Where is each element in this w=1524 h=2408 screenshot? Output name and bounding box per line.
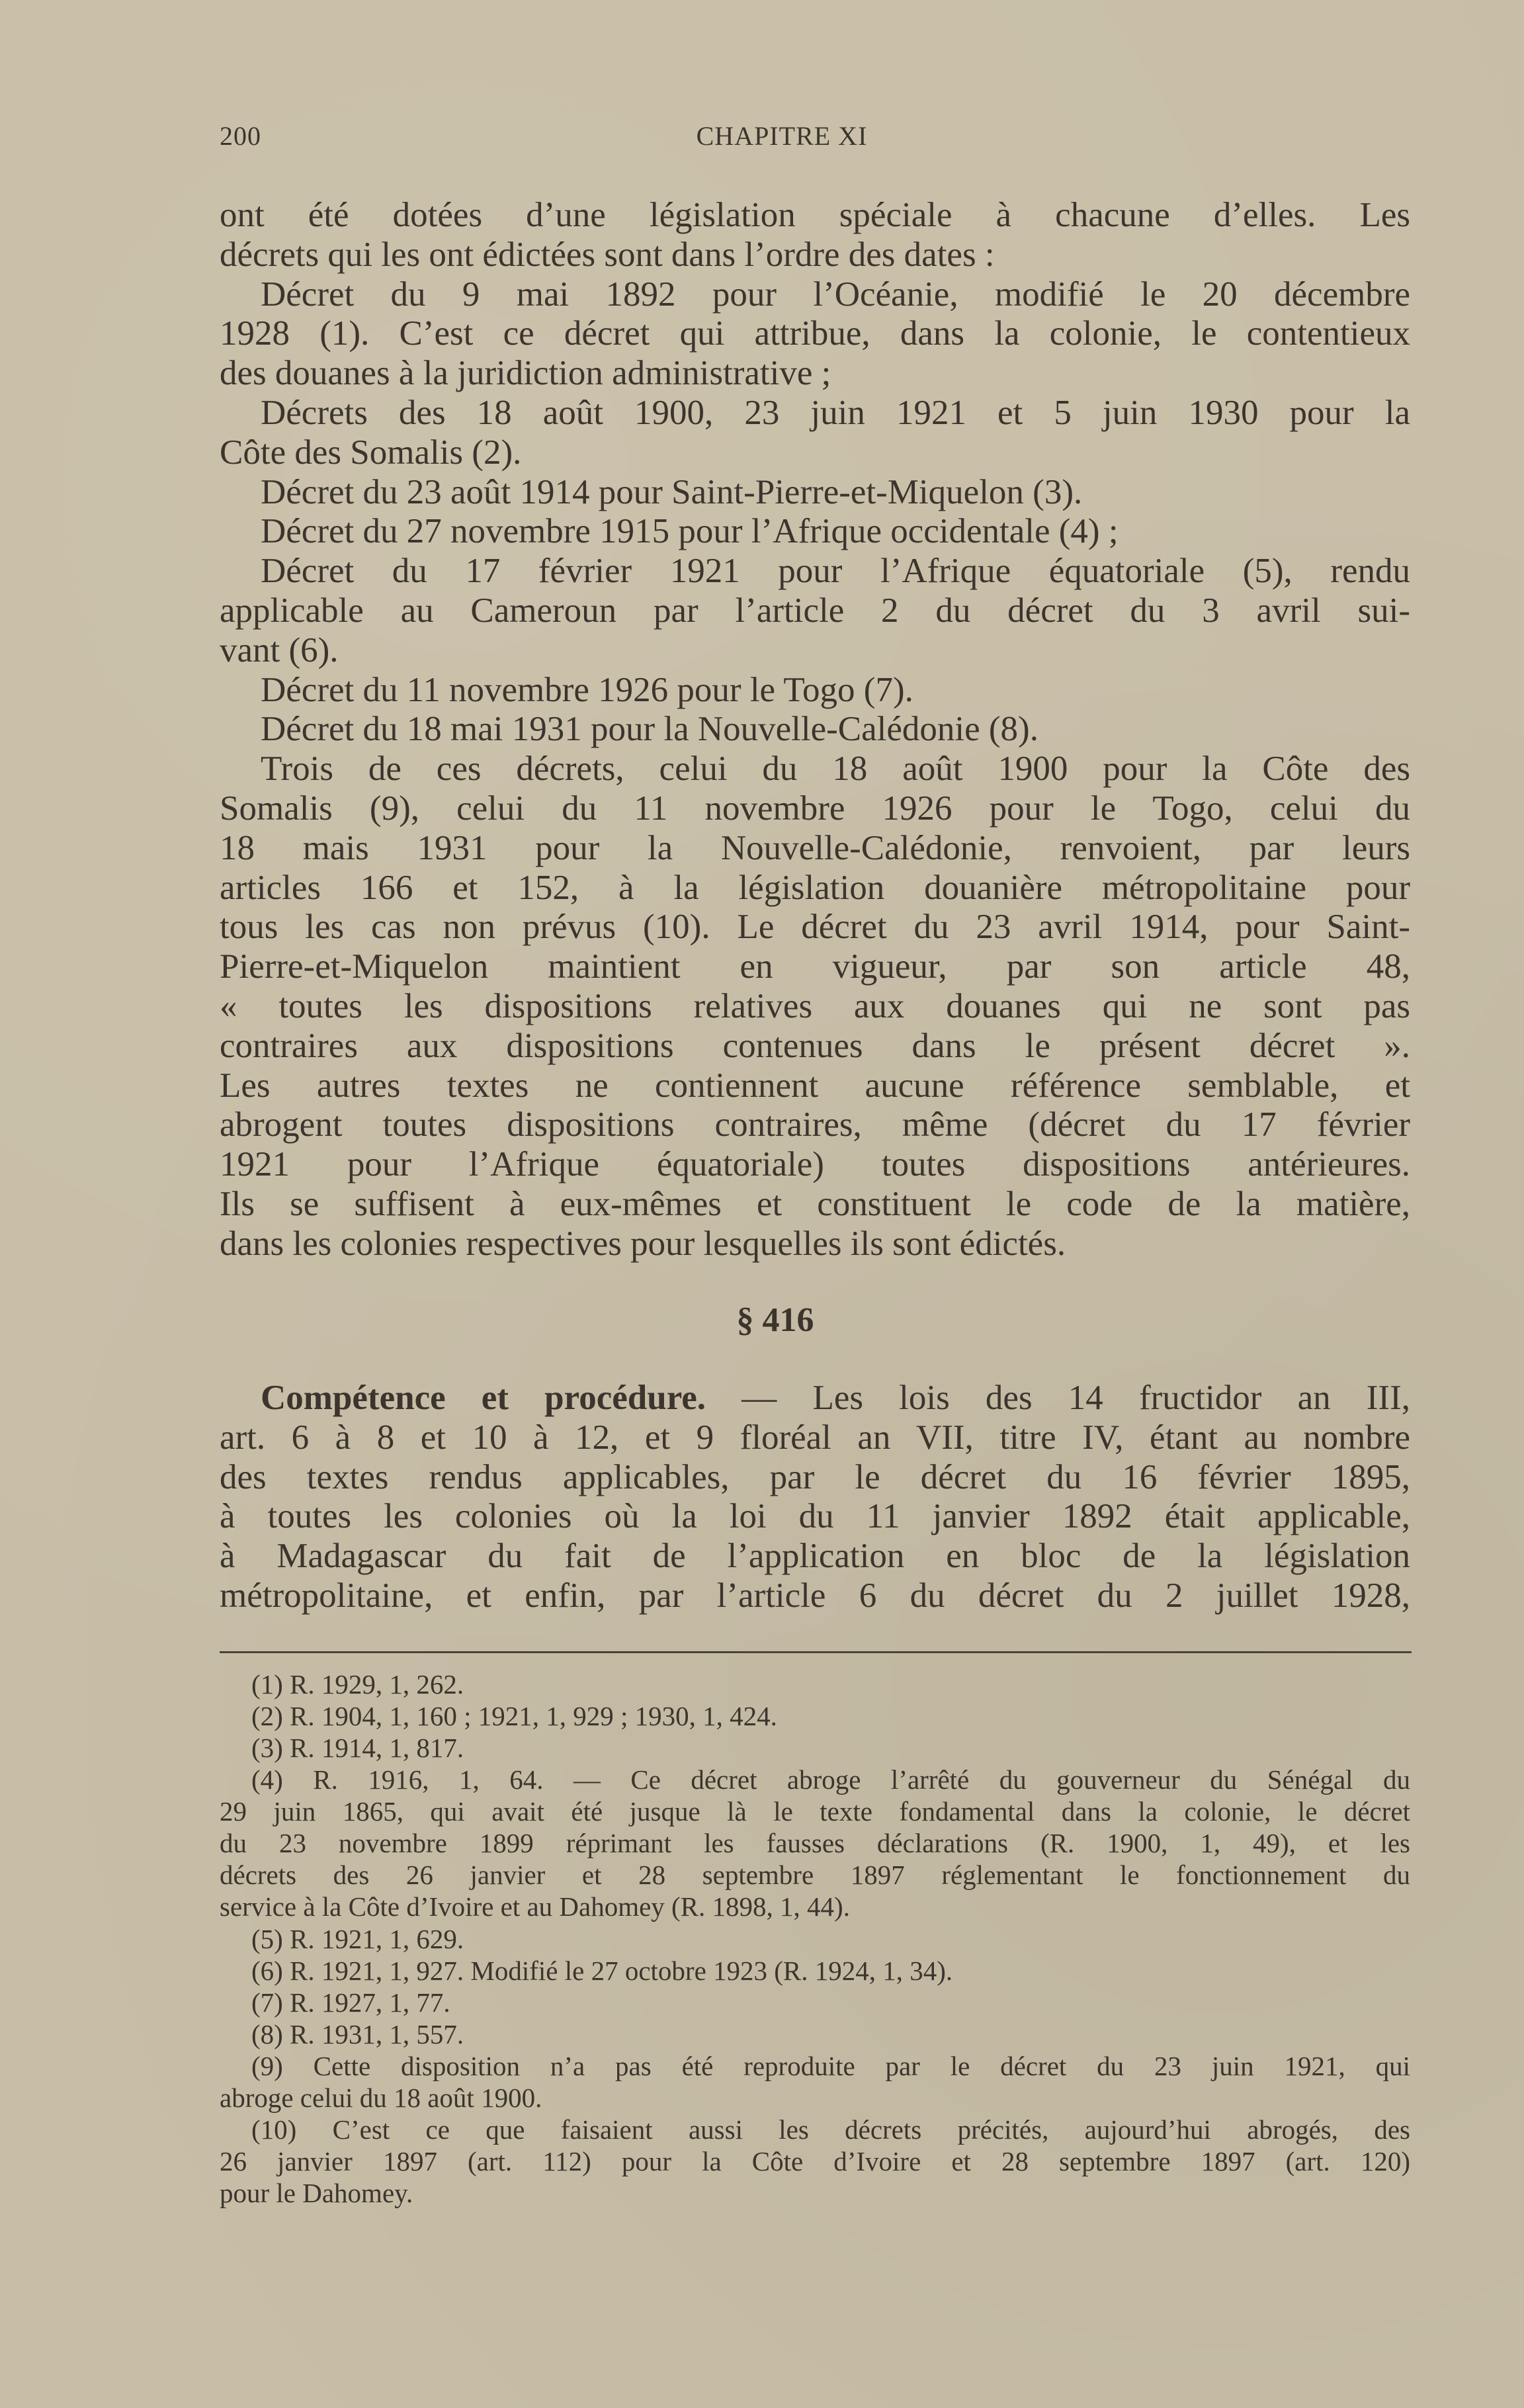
text-line: Trois de ces décrets, celui du 18 août 1900 pour la Côte des [261, 750, 1410, 789]
text-line: à toutes les colonies où la loi du 11 janvier 1892 était applicable, [220, 1497, 1410, 1536]
text-line: des douanes à la juridiction administrative ; [220, 354, 831, 393]
text-line: 1921 pour l’Afrique équatoriale) toutes dispositions antérieures. [220, 1145, 1410, 1184]
text-line: Décret du 11 novembre 1926 pour le Togo (7). [261, 670, 913, 709]
text-line: pour le Dahomey. [220, 2178, 413, 2208]
text-line: « toutes les dispositions relatives aux douanes qui ne sont pas [220, 986, 1410, 1025]
text-line: articles 166 et 152, à la législation douanière métropolitaine pour [220, 868, 1410, 907]
text-line: vant (6). [220, 630, 339, 669]
running-header: CHAPITRE XI [696, 121, 868, 151]
text-line: 18 mais 1931 pour la Nouvelle-Calédonie, renvoient, par leurs [220, 828, 1410, 867]
text-line: service à la Côte d’Ivoire et au Dahomey (R. 1898, 1, 44). [220, 1891, 850, 1922]
text-line: (9) Cette disposition n’a pas été reproduite par le décret du 23 juin 1921, qui [251, 2050, 1410, 2081]
text-line: Somalis (9), celui du 11 novembre 1926 pour le Togo, celui du [220, 789, 1410, 828]
text-line: (5) R. 1921, 1, 629. [251, 1923, 464, 1954]
text-line: ont été dotées d’une législation spéciale à chacune d’elles. Les [220, 196, 1410, 234]
text-line: décrets qui les ont édictées sont dans l’ordre des dates : [220, 235, 995, 274]
text-line: 1928 (1). C’est ce décret qui attribue, dans la colonie, le contentieux [220, 314, 1410, 353]
section-first-line [220, 1379, 1410, 1418]
text-line: décrets des 26 janvier et 28 septembre 1897 réglementant le fonctionnement du [220, 1860, 1410, 1891]
section-body [220, 1379, 1410, 1616]
text-line: Les autres textes ne contiennent aucune référence semblable, et [220, 1066, 1410, 1105]
text-line: Décret du 9 mai 1892 pour l’Océanie, modifié le 20 décembre [261, 275, 1410, 314]
text-line: (2) R. 1904, 1, 160 ; 1921, 1, 929 ; 1930, 1, 424. [251, 1701, 777, 1732]
page-number: 200 [220, 121, 261, 151]
text-line: 29 juin 1865, qui avait été jusque là le texte fondamental dans la colonie, le décret [220, 1796, 1410, 1827]
text-line: Décret du 18 mai 1931 pour la Nouvelle-Calédonie (8). [261, 710, 1038, 749]
text-line: (7) R. 1927, 1, 77. [251, 1987, 450, 2018]
text-line: 26 janvier 1897 (art. 112) pour la Côte d’Ivoire et 28 septembre 1897 (art. 120) [220, 2145, 1410, 2176]
text-line: (4) R. 1916, 1, 64. — Ce décret abroge l’arrêté du gouverneur du Sénégal du [251, 1764, 1410, 1795]
text-line: (3) R. 1914, 1, 817. [251, 1733, 464, 1764]
text-line: abrogent toutes dispositions contraires, même (décret du 17 février [220, 1105, 1410, 1144]
text-line: (6) R. 1921, 1, 927. Modifié le 27 octobre 1923 (R. 1924, 1, 34). [251, 1955, 953, 1986]
text-line: Côte des Somalis (2). [220, 433, 522, 472]
text-line: applicable au Cameroun par l’article 2 du décret du 3 avril sui- [220, 591, 1410, 630]
text-line: Ils se suffisent à eux-mêmes et constituent le code de la matière, [220, 1184, 1410, 1223]
text-line: Pierre-et-Miquelon maintient en vigueur, par son article 48, [220, 947, 1410, 986]
section-first-line-text: — Les lois des 14 fructidor an III, [706, 1379, 1410, 1417]
text-line: métropolitaine, et enfin, par l’article 6 du décret du 2 juillet 1928, [220, 1576, 1410, 1615]
text-line: Décrets des 18 août 1900, 23 juin 1921 et 5 juin 1930 pour la [261, 393, 1410, 432]
text-line: (8) R. 1931, 1, 557. [251, 2018, 464, 2049]
body-text [220, 196, 1410, 1264]
text-line: contraires aux dispositions contenues dans le présent décret ». [220, 1026, 1410, 1065]
section-number: § 416 [736, 1301, 814, 1339]
text-line: Décret du 17 février 1921 pour l’Afrique équatoriale (5), rendu [261, 552, 1410, 591]
text-line: (1) R. 1929, 1, 262. [251, 1669, 464, 1699]
text-line: Décret du 27 novembre 1915 pour l’Afrique occidentale (4) ; [261, 512, 1119, 551]
text-line: dans les colonies respectives pour lesquelles ils sont édictés. [220, 1224, 1066, 1263]
text-line: des textes rendus applicables, par le décret du 16 février 1895, [220, 1457, 1410, 1496]
text-line: du 23 novembre 1899 réprimant les fausses déclarations (R. 1900, 1, 49), et les [220, 1828, 1410, 1859]
footnotes [220, 1668, 1410, 2209]
text-line: (10) C’est ce que faisaient aussi les décrets précités, aujourd’hui abrogés, des [251, 2114, 1410, 2145]
text-line: art. 6 à 8 et 10 à 12, et 9 floréal an VII, titre IV, étant au nombre [220, 1418, 1410, 1457]
text-line: tous les cas non prévus (10). Le décret du 23 avril 1914, pour Saint- [220, 908, 1410, 947]
section-heading: Compétence et procédure. [261, 1379, 706, 1417]
text-line: Décret du 23 août 1914 pour Saint-Pierre-et-Miquelon (3). [261, 472, 1083, 511]
text-line: à Madagascar du fait de l’application en bloc de la législation [220, 1537, 1410, 1576]
footnote-divider [220, 1651, 1412, 1653]
text-line: abroge celui du 18 août 1900. [220, 2082, 542, 2113]
